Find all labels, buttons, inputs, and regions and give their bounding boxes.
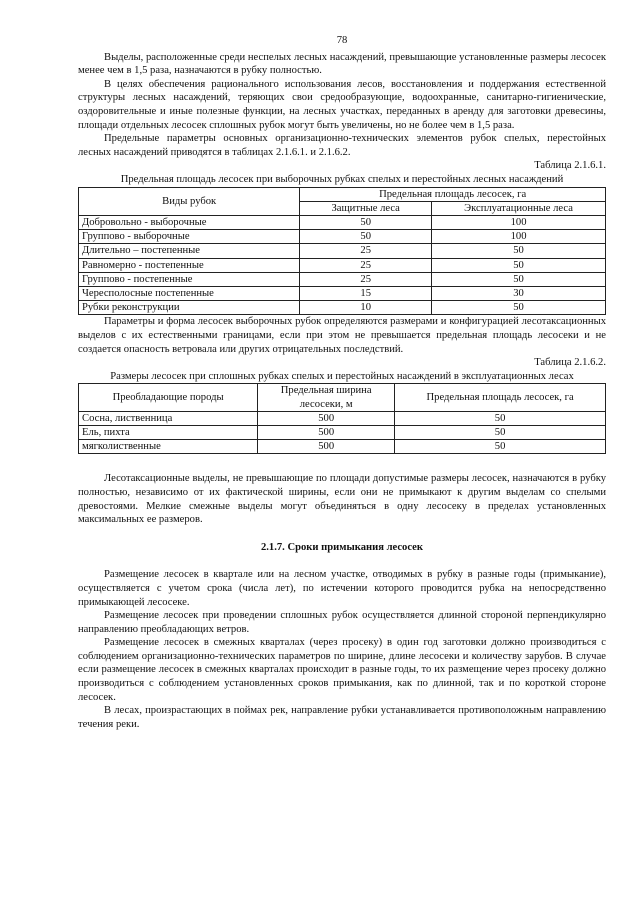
table2-caption: Размеры лесосек при сплошных рубках спелых и перестойных насаждений в эксплуатационных лесах [110, 370, 574, 382]
cell-exploit: 100 [432, 215, 606, 229]
paragraph-2: В целях обеспечения рационального использования лесов, восстановления и поддержания естественной структуры лесных насаждений, теряющих свои средообразующие, водоохранные, санитарно-гигиенические, оздоровительные и иные полезные функции, на лесных участках, переданных в аренду для заготовки древесины, площади отдельных лесосек сплошных рубок могут быть увеличены, но не более чем в 1,5 раза. [78, 78, 606, 131]
cell-exploit: 50 [432, 244, 606, 258]
cell-exploit: 50 [432, 258, 606, 272]
cell-exploit: 30 [432, 286, 606, 300]
cell-exploit: 100 [432, 230, 606, 244]
cell-species: Ель, пихта [79, 425, 258, 439]
table1-header-kind: Виды рубок [79, 187, 300, 215]
cell-kind: Рубки реконструкции [79, 301, 300, 315]
page-number: 78 [336, 35, 348, 46]
table-row [79, 411, 606, 425]
cell-protect: 25 [300, 258, 432, 272]
table-row [79, 272, 606, 286]
cell-species: мягколиственные [79, 440, 258, 454]
table2-header-species: Преобладающие породы [79, 384, 258, 411]
table-row [79, 286, 606, 300]
section-heading: 2.1.7. Сроки примыкания лесосек [260, 541, 423, 553]
cell-kind: Группово - выборочные [79, 230, 300, 244]
table1-label: Таблица 2.1.6.1. [534, 160, 606, 172]
table2-header-area: Предельная площадь лесосек, га [395, 384, 606, 411]
cell-area: 50 [395, 425, 606, 439]
paragraph-1: Выделы, расположенные среди неспелых лесных насаждений, превышающие установленные размеры лесосек менее чем в 1,5 раза, назначаются в рубку полностью. [78, 51, 606, 77]
table-clearcut-size [78, 383, 606, 454]
cell-width: 500 [258, 440, 395, 454]
table-row [79, 301, 606, 315]
table-row [79, 215, 606, 229]
cell-species: Сосна, лиственница [79, 411, 258, 425]
cell-kind: Группово - постепенные [79, 272, 300, 286]
cell-protect: 50 [300, 215, 432, 229]
table1-caption: Предельная площадь лесосек при выборочных рубках спелых и перестойных лесных насаждений [120, 173, 564, 185]
table-row [79, 244, 606, 258]
cell-protect: 50 [300, 230, 432, 244]
cell-kind: Чересполосные постепенные [79, 286, 300, 300]
table1-header-exploit: Эксплуатационные леса [432, 201, 606, 215]
cell-width: 500 [258, 411, 395, 425]
table-row [79, 258, 606, 272]
cell-width: 500 [258, 425, 395, 439]
cell-protect: 25 [300, 272, 432, 286]
paragraph-3: Предельные параметры основных организационно-технических элементов рубок спелых, перестойных лесных насаждений приводятся в таблицах 2.1.6.1. и 2.1.6.2. [78, 133, 606, 158]
table2-header-width: Предельная ширина лесосеки, м [258, 384, 395, 411]
cell-kind: Равномерно - постепенные [79, 258, 300, 272]
document-page [78, 34, 606, 731]
table-row [79, 425, 606, 439]
cell-protect: 15 [300, 286, 432, 300]
cell-protect: 25 [300, 244, 432, 258]
table-clearcut-area-selective [78, 187, 606, 316]
cell-area: 50 [395, 411, 606, 425]
cell-protect: 10 [300, 301, 432, 315]
table2-label: Таблица 2.1.6.2. [534, 357, 606, 369]
cell-kind: Добровольно - выборочные [79, 215, 300, 229]
table-row [79, 440, 606, 454]
paragraph-4: Параметры и форма лесосек выборочных рубок определяются размерами и конфигурацией лесотаксационных выделов с их естественными границами, если при этом не превышается предельная площадь лесосеки и не создается опасность ветровала или других отрицательных последствий. [78, 316, 606, 355]
paragraph-6: Размещение лесосек в квартале или на лесном участке, отводимых в рубку в разные годы (примыкание), осуществляется с учетом срока (числа лет), по истечении которого проводится рубка на непосредственно примыкающей лесосеке. [78, 569, 606, 608]
paragraph-8: Размещение лесосек в смежных кварталах (через просеку) в один год заготовки должно производиться с соблюдением организационно-технических параметров по ширине, длине лесосеки и количеству зарубов. В случае если размещение лесосек в смежных кварталах происходит в разные годы, то их размещение через просеку должно производиться с соблюдением установленных сроков примыкания, как по длинной, так и по короткой стороне лесосек. [78, 637, 606, 703]
paragraph-5: Лесотаксационные выделы, не превышающие по площади допустимые размеры лесосек, назначаются в рубку полностью, независимо от их фактической ширины, если они не примыкают к другим выделам со спелыми древостоями. Мелкие смежные выделы могут объединяться в одну лесосеку в пределах установленных максимальных ее размеров. [78, 473, 606, 526]
table1-header-protect: Защитные леса [300, 201, 432, 215]
cell-exploit: 50 [432, 301, 606, 315]
table1-header-group: Предельная площадь лесосек, га [300, 187, 606, 201]
cell-exploit: 50 [432, 272, 606, 286]
cell-area: 50 [395, 440, 606, 454]
paragraph-9: В лесах, произрастающих в поймах рек, направление рубки устанавливается противоположным направлению течения реки. [78, 705, 606, 730]
paragraph-7: Размещение лесосек при проведении сплошных рубок осуществляется длинной стороной перпендикулярно направлению преобладающих ветров. [78, 610, 606, 635]
cell-kind: Длительно – постепенные [79, 244, 300, 258]
table-row [79, 230, 606, 244]
